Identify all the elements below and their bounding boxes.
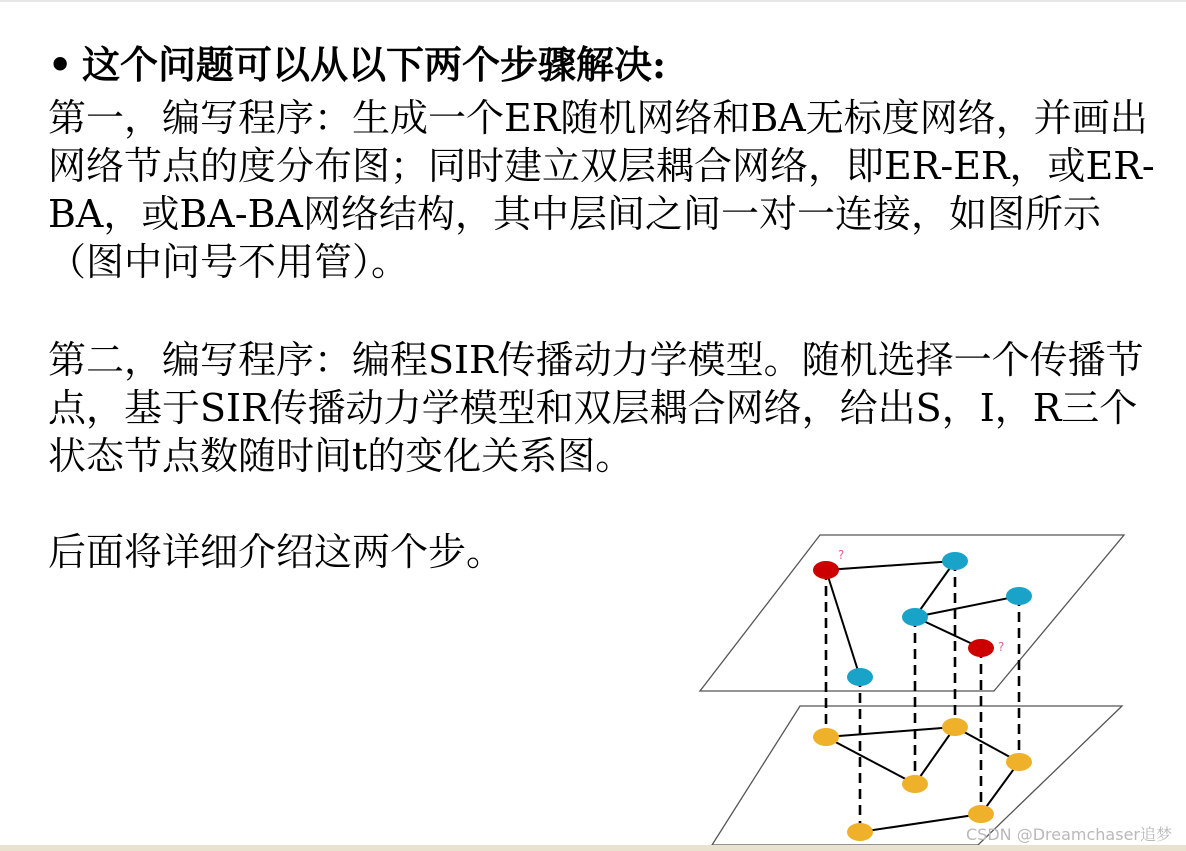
step-two-paragraph: 第二，编写程序：编程SIR传播动力学模型。随机选择一个传播节点，基于SIR传播动力学模型和双层耦合网络，给出S，I，R三个状态节点数随时间t的变化关系图。: [48, 338, 1144, 478]
top-border: [0, 0, 1186, 2]
lower-layer-node: [1006, 753, 1032, 771]
bullet-heading-text: 这个问题可以从以下两个步骤解决:: [82, 42, 667, 87]
network-edge: [826, 570, 860, 677]
network-edge: [860, 814, 981, 832]
question-mark-label: ?: [998, 640, 1005, 654]
network-edge: [826, 727, 955, 737]
step-one-paragraph: 第一，编写程序：生成一个ER随机网络和BA无标度网络，并画出网络节点的度分布图；同时建立双层耦合网络，即ER-ER，或ER-BA，或BA-BA网络结构，其中层间之间一对一连接，如图所示（图中问号不用管）。: [48, 96, 1155, 284]
network-edge: [915, 596, 1019, 617]
network-edge: [915, 561, 955, 617]
lower-layer-node: [902, 775, 928, 793]
closing-paragraph: 后面将详细介绍这两个步。: [48, 530, 505, 574]
upper-layer-node: [847, 668, 873, 686]
bullet-marker: •: [48, 42, 73, 87]
slide-content: [48, 38, 1178, 576]
question-mark-label: ?: [838, 548, 845, 562]
upper-layer-node: [902, 608, 928, 626]
upper-layer-node: [942, 552, 968, 570]
infected-node: [813, 561, 839, 579]
network-edge: [826, 737, 915, 784]
upper-layer-node: [1006, 587, 1032, 605]
watermark: CSDN @Dreamchaser追梦: [966, 825, 1172, 844]
infected-node: [968, 639, 994, 657]
lower-layer-node: [847, 823, 873, 841]
lower-layer-node: [968, 805, 994, 823]
network-edge: [915, 727, 955, 784]
two-layer-network-diagram: [690, 530, 1130, 848]
bullet-heading: [48, 38, 1178, 92]
lower-layer-node: [942, 718, 968, 736]
lower-layer-node: [813, 728, 839, 746]
bottom-band: [0, 845, 1186, 851]
network-edge: [826, 561, 955, 570]
